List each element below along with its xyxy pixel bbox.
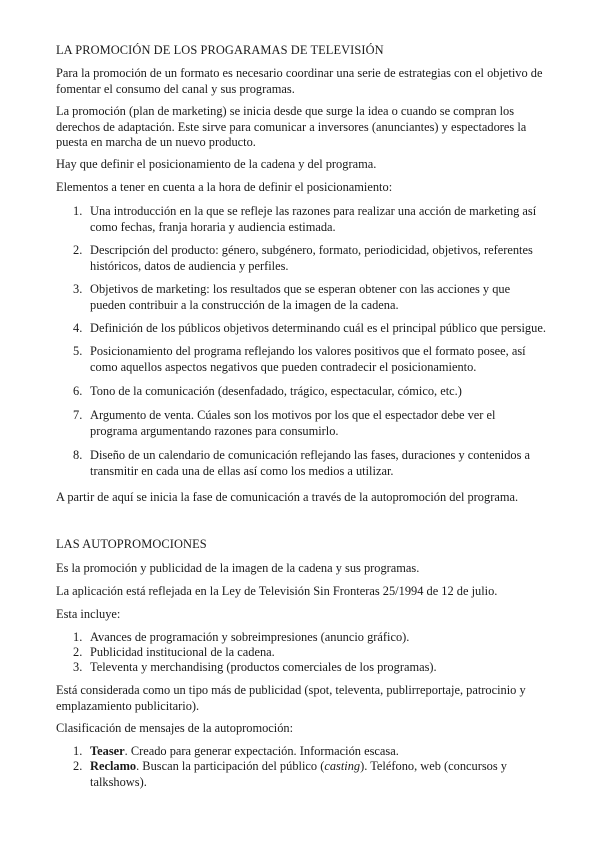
list-item	[56, 759, 546, 790]
list-item	[56, 448, 546, 479]
list-item-text: Una introducción en la que se refleje las razones para realizar una acción de marketing así como fechas, franja horaria y audiencia estimada.	[90, 204, 537, 234]
list-item-text: ). Teléfono, web (concursos y talkshows).	[90, 759, 507, 789]
list-number: 2.	[73, 759, 83, 773]
list-item	[56, 204, 546, 235]
list-number: 1.	[73, 744, 83, 758]
list-number: 3.	[73, 282, 83, 296]
list-item-text: Posicionamiento del programa reflejando los valores positivos que el formato posee, así como aquellos aspectos negativos que pueden contradecir el posicionamiento.	[90, 344, 526, 374]
paragraph: La aplicación está reflejada en la Ley de Televisión Sin Fronteras 25/1994 de 12 de julio.	[56, 584, 498, 598]
list-item	[56, 321, 546, 337]
list-number: 8.	[73, 448, 83, 462]
list-emphasis: casting	[324, 759, 361, 773]
list-item	[56, 660, 546, 676]
list-item-text: . Buscan la participación del público (	[136, 759, 325, 773]
paragraph: Es la promoción y publicidad de la imagen de la cadena y sus programas.	[56, 561, 420, 575]
list-item-text: Diseño de un calendario de comunicación reflejando las fases, duraciones y contenidos a transmitir en cada una de ellas así como los medios a utilizar.	[90, 448, 531, 478]
list-item-text: Tono de la comunicación (desenfadado, trágico, espectacular, cómico, etc.)	[90, 384, 462, 398]
paragraph: A partir de aquí se inicia la fase de comunicación a través de la autopromoción del programa.	[56, 490, 519, 504]
list-item	[56, 384, 546, 400]
list-number: 4.	[73, 321, 83, 335]
list-item-text: Publicidad institucional de la cadena.	[90, 645, 275, 659]
list-item	[56, 344, 546, 375]
section-title: LA PROMOCIÓN DE LOS PROGARAMAS DE TELEVISIÓN	[56, 43, 384, 57]
paragraph: Esta incluye:	[56, 607, 121, 621]
list-item-text: Televenta y merchandising (productos comerciales de los programas).	[90, 660, 437, 674]
list-number: 3.	[73, 660, 83, 674]
list-term: Reclamo	[90, 759, 137, 773]
list-item	[56, 645, 546, 661]
list-number: 1.	[73, 204, 83, 218]
paragraph: Clasificación de mensajes de la autopromoción:	[56, 721, 294, 735]
section-title: LAS AUTOPROMOCIONES	[56, 537, 207, 551]
paragraph: Está considerada como un tipo más de publicidad (spot, televenta, publirreportaje, patrocinio y emplazamiento publicitario).	[56, 683, 526, 713]
list-item-text: Descripción del producto: género, subgénero, formato, periodicidad, objetivos, referentes históricos, datos de audiencia y perfiles.	[90, 243, 533, 273]
paragraph: Para la promoción de un formato es necesario coordinar una serie de estrategias con el objetivo de fomentar el consumo del canal y sus programas.	[56, 66, 543, 96]
list-item-text: Avances de programación y sobreimpresiones (anuncio gráfico).	[90, 630, 410, 644]
list-number: 1.	[73, 630, 83, 644]
paragraph: Elementos a tener en cuenta a la hora de definir el posicionamiento:	[56, 180, 393, 194]
list-item	[56, 630, 546, 646]
list-number: 2.	[73, 645, 83, 659]
list-item	[56, 744, 546, 760]
list-number: 7.	[73, 408, 83, 422]
list-item	[56, 408, 546, 439]
list-item-text: Argumento de venta. Cúales son los motivos por los que el espectador debe ver el programa argumentando razones para consumirlo.	[90, 408, 496, 438]
list-number: 2.	[73, 243, 83, 257]
list-item-text: Objetivos de marketing: los resultados que se esperan obtener con las acciones y que pueden contribuir a la construcción de la imagen de la cadena.	[90, 282, 511, 312]
list-number: 6.	[73, 384, 83, 398]
list-item-text: Definición de los públicos objetivos determinando cuál es el principal público que persigue.	[90, 321, 546, 335]
list-number: 5.	[73, 344, 83, 358]
paragraph: La promoción (plan de marketing) se inicia desde que surge la idea o cuando se compran los derechos de adaptación. Este sirve para comunicar a inversores (anunciantes) y espectadores la puesta en marcha de un nuevo producto.	[56, 104, 527, 150]
paragraph: Hay que definir el posicionamiento de la cadena y del programa.	[56, 157, 377, 171]
list-item	[56, 282, 546, 313]
list-term: Teaser	[90, 744, 125, 758]
list-item	[56, 243, 546, 274]
list-item-text: . Creado para generar expectación. Información escasa.	[124, 744, 399, 758]
